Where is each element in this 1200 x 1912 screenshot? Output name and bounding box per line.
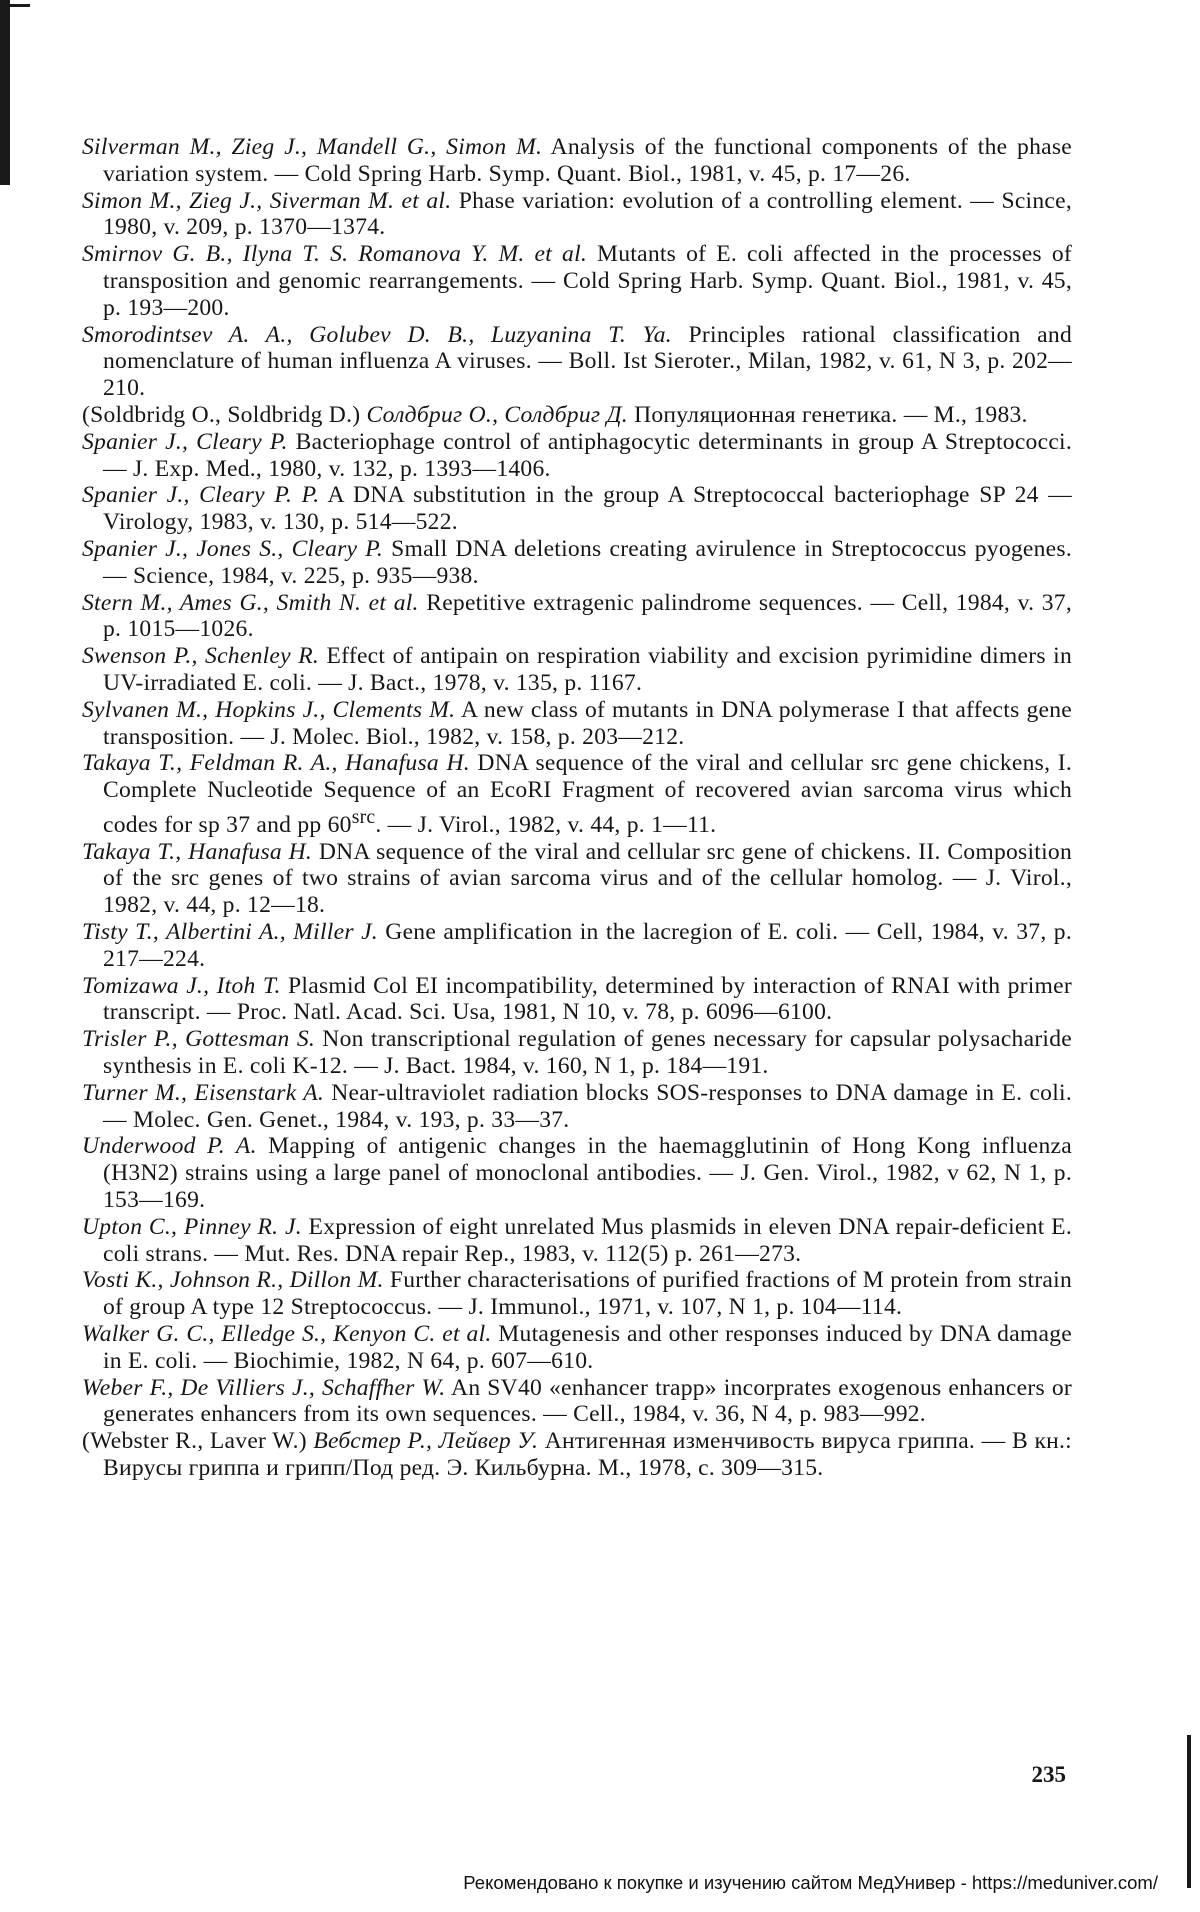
reference-text: A DNA substitution in the group A Streptococcal bacteriophage SP 24 — Virology, 1983, v. 130, p. 514—522.: [103, 482, 1072, 536]
reference-after: . — J. Virol., 1982, v. 44, p. 1—11.: [375, 811, 717, 838]
scan-edge-bar: [1187, 1735, 1191, 1888]
reference-text: DNA sequence of the viral and cellular src gene of chickens. II. Composition of the src genes of two strains of avian sarcoma virus and of the cellular homolog. — J. Virol., 1982, v. 44, p. 12—18.: [103, 838, 1072, 919]
reference-entry: [82, 1133, 1072, 1213]
reference-entry: [82, 536, 1072, 590]
reference-entry: [82, 188, 1072, 242]
reference-entry: [82, 1321, 1072, 1375]
reference-authors: Вебстер Р., Лейвер У.: [313, 1428, 539, 1455]
reference-text: Repetitive extragenic palindrome sequences. — Cell, 1984, v. 37, p. 1015—1026.: [103, 589, 1072, 643]
reference-authors: Swenson P., Schenley R.: [82, 643, 320, 670]
reference-text: Effect of antipain on respiration viability and excision pyrimidine dimers in UV-irradiated E. coli. — J. Bact., 1978, v. 135, p. 1167.: [103, 643, 1072, 696]
reference-entry: [82, 134, 1072, 188]
reference-entry: [82, 322, 1072, 402]
reference-authors: Sylvanen M., Hopkins J., Clements M.: [82, 696, 456, 723]
reference-entry: [82, 482, 1072, 536]
reference-authors: Turner M., Eisenstark A.: [82, 1079, 325, 1106]
reference-entry: [82, 1428, 1072, 1482]
reference-entry: [82, 1214, 1072, 1268]
reference-text: Analysis of the functional components of the phase variation system. — Cold Spring Harb. Symp. Quant. Biol., 1981, v. 45, p. 17—26.: [103, 134, 1073, 187]
reference-authors: Trisler P., Gottesman S.: [82, 1026, 316, 1053]
reference-authors: Tisty T., Albertini A., Miller J.: [82, 918, 378, 945]
reference-entry: [82, 643, 1072, 697]
reference-entry: [82, 919, 1072, 973]
reference-entry: [82, 429, 1072, 483]
footer-text: Рекомендовано к покупке и изучению сайтом МедУнивер - https://meduniver.com/: [463, 1872, 1158, 1893]
reference-authors: Walker G. C., Elledge S., Kenyon C. et al.: [82, 1320, 492, 1347]
reference-sup: src: [351, 805, 376, 828]
reference-authors: Spanier J., Jones S., Cleary P.: [82, 535, 384, 562]
reference-authors: Vosti K., Johnson R., Dillon M.: [82, 1267, 384, 1294]
reference-text: DNA sequence of the viral and cellular src gene chickens, I. Complete Nucleotide Sequence of an EcoRI Fragment of recovered avian sarcoma virus which codes for sp 37 and pp 60: [103, 750, 1072, 838]
scan-edge-tick: [8, 4, 30, 7]
reference-entry: [82, 973, 1072, 1027]
reference-text: Gene amplification in the lacregion of E. coli. — Cell, 1984, v. 37, p. 217—224.: [103, 918, 1072, 972]
reference-entry: [82, 750, 1072, 838]
reference-prefix: (Soldbridg O., Soldbridg D.): [82, 401, 367, 428]
reference-entry: [82, 1267, 1072, 1321]
reference-authors: Simon M., Zieg J., Siverman M. et al.: [82, 187, 452, 214]
reference-authors: Smorodintsev A. A., Golubev D. B., Luzyanina T. Ya.: [82, 321, 672, 348]
reference-authors: Spanier J., Cleary P.: [82, 428, 288, 455]
reference-authors: Upton C., Pinney R. J.: [82, 1213, 302, 1240]
reference-authors: Silverman M., Zieg J., Mandell G., Simon M.: [82, 134, 543, 160]
reference-text: Phase variation: evolution of a controlling element. — Scince, 1980, v. 209, p. 1370—1374.: [103, 187, 1072, 241]
reference-authors: Tomizawa J., Itoh T.: [82, 972, 281, 999]
reference-text: Mapping of antigenic changes in the haemagglutinin of Hong Kong influenza (H3N2) strains using a large panel of monoclonal antibodies. — J. Gen. Virol., 1982, v 62, N 1, p. 153—169.: [103, 1133, 1072, 1213]
reference-text: Mutagenesis and other responses induced by DNA damage in E. coli. — Biochimie, 1982, N 64, p. 607—610.: [103, 1320, 1073, 1374]
reference-entry: [82, 402, 1072, 429]
reference-text: Антигенная изменчивость вируса гриппа. — В кн.: Вирусы гриппа и грипп/Под ред. Э. Кильбурна. М., 1978, с. 309—315.: [103, 1428, 1072, 1481]
scan-edge-mark: [0, 0, 10, 185]
reference-authors: Weber F., De Villiers J., Schaffher W.: [82, 1374, 446, 1401]
reference-text: Principles rational classification and nomenclature of human influenza A viruses. — Boll. Ist Sieroter., Milan, 1982, v. 61, N 3, p. 202—210.: [103, 321, 1072, 402]
reference-entry: [82, 590, 1072, 644]
reference-prefix: (Webster R., Laver W.): [82, 1428, 314, 1455]
reference-text: Bacteriophage control of antiphagocytic determinants in group A Streptococci. — J. Exp. Med., 1980, v. 132, p. 1393—1406.: [103, 428, 1072, 482]
reference-authors: Takaya T., Feldman R. A., Hanafusa H.: [82, 750, 470, 777]
reference-entry: [82, 839, 1072, 919]
reference-text: Expression of eight unrelated Mus plasmids in eleven DNA repair-deficient E. coli strans. — Mut. Res. DNA repair Rep., 1983, v. 112(5) p. 261—273.: [103, 1213, 1072, 1267]
reference-text: Further characterisations of purified fractions of M protein from strain of group A type 12 Streptococcus. — J. Immunol., 1971, v. 107, N 1, p. 104—114.: [103, 1267, 1072, 1321]
reference-authors: Stern M., Ames G., Smith N. et al.: [82, 589, 419, 616]
reference-text: Small DNA deletions creating avirulence in Streptococcus pyogenes. — Science, 1984, v. 225, p. 935—938.: [103, 535, 1072, 589]
reference-text: Plasmid Col EI incompatibility, determined by interaction of RNAI with primer transcript. — Proc. Natl. Acad. Sci. Usa, 1981, N 10, v. 78, p. 6096—6100.: [103, 972, 1072, 1026]
reference-entry: [82, 241, 1072, 321]
reference-text: A new class of mutants in DNA polymerase I that affects gene transposition. — J. Molec. Biol., 1982, v. 158, p. 203—212.: [103, 696, 1072, 750]
reference-text: Mutants of E. coli affected in the processes of transposition and genomic rearrangements. — Cold Spring Harb. Symp. Quant. Biol., 1981, v. 45, p. 193—200.: [103, 241, 1072, 321]
reference-entry: [82, 1375, 1072, 1429]
reference-entry: [82, 697, 1072, 751]
reference-authors: Underwood P. A.: [82, 1133, 257, 1160]
reference-entry: [82, 1080, 1072, 1134]
reference-entry: [82, 1026, 1072, 1080]
reference-text: An SV40 «enhancer trapp» incorprates exogenous enhancers or generates enhancers from its own sequences. — Cell., 1984, v. 36, N 4, p. 983—992.: [103, 1374, 1072, 1428]
page-number: 235: [1031, 1762, 1066, 1787]
reference-authors: Солдбриг О., Солдбриг Д.: [366, 401, 628, 428]
reference-text: Near-ultraviolet radiation blocks SOS-responses to DNA damage in E. coli. — Molec. Gen. Genet., 1984, v. 193, p. 33—37.: [103, 1079, 1072, 1133]
reference-authors: Smirnov G. B., Ilyna T. S. Romanova Y. M. et al.: [82, 241, 588, 268]
reference-text: Non transcriptional regulation of genes necessary for capsular polysacharide synthesis in E. coli K-12. — J. Bact. 1984, v. 160, N 1, p. 184—191.: [103, 1026, 1072, 1079]
reference-authors: Spanier J., Cleary P. P.: [82, 482, 320, 509]
reference-text: Популяционная генетика. — М., 1983.: [627, 401, 1028, 428]
reference-authors: Takaya T., Hanafusa H.: [82, 838, 313, 865]
reference-list: [82, 134, 1072, 1482]
